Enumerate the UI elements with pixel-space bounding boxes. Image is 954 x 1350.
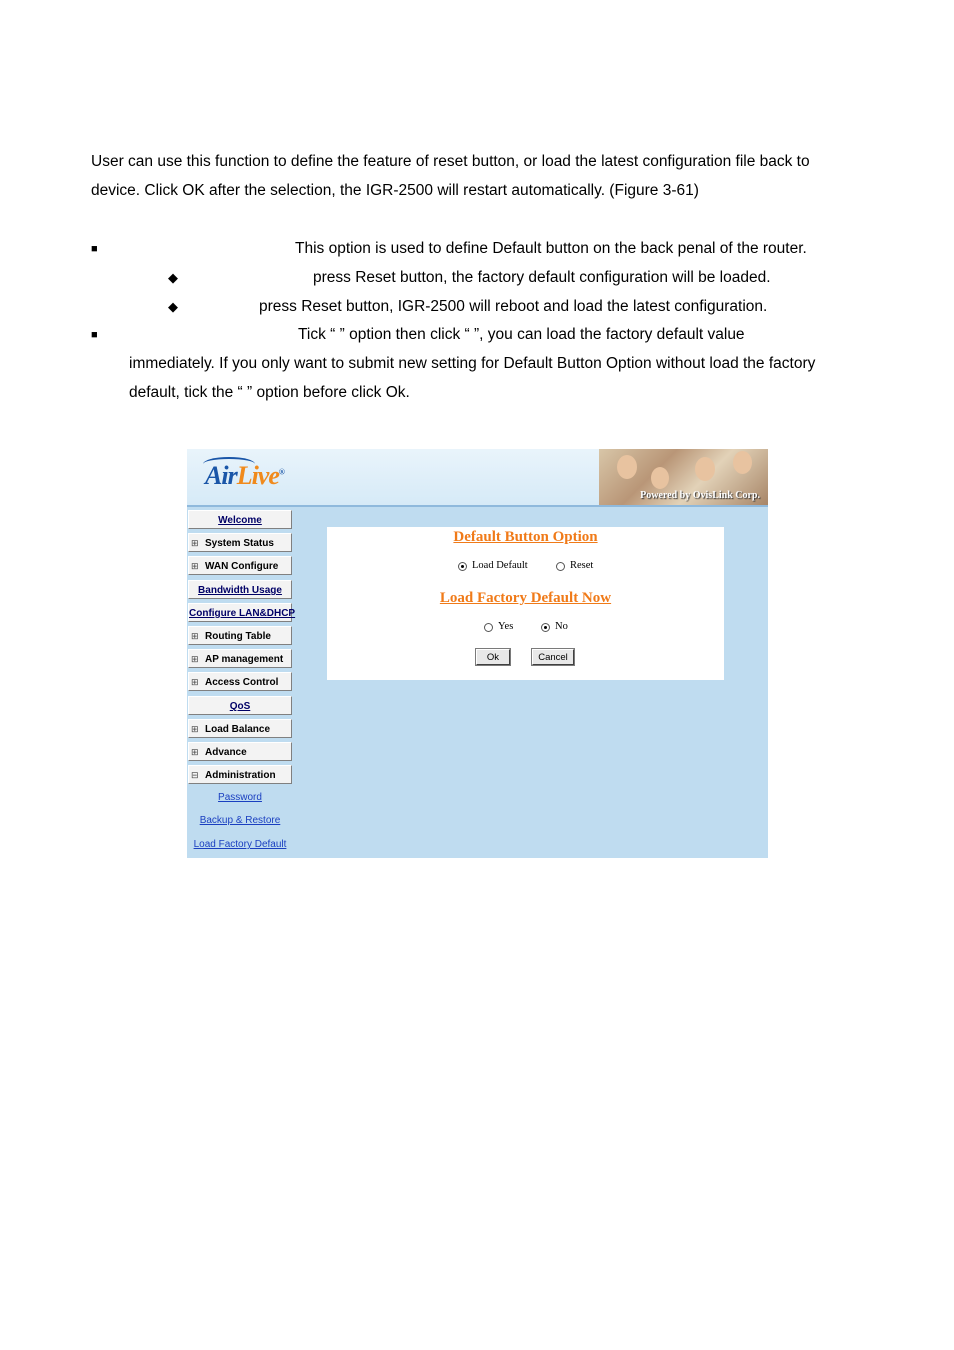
bullet-2-line-2: immediately. If you only want to submit new setting for Default Button Option without load the factory [129,355,816,372]
yes-radio[interactable] [484,623,493,632]
submenu-password-link[interactable]: Password [218,792,262,803]
submenu-backup-restore-link[interactable]: Backup & Restore [199,815,281,826]
no-label: No [555,621,568,632]
bullet-diamond-1: ◆ [168,270,178,285]
person-1-face [617,455,637,479]
submenu-load-factory-default-link[interactable]: Load Factory Default [193,839,287,850]
logo-registered: ® [278,467,284,477]
menu-bandwidth-usage-label: Bandwidth Usage [198,585,282,596]
menu-ap-management[interactable] [188,649,292,668]
person-2-face [651,467,669,489]
yes-label: Yes [498,621,514,632]
menu-configure-lan-dhcp-label: Configure LAN&DHCP [189,608,296,619]
menu-load-balance[interactable] [188,719,292,738]
bullet-square-2: ■ [91,329,98,341]
bullet-2-line-1: Tick “ ” option then click “ ”, you can load the factory default value [298,326,745,343]
menu-system-status-label: System Status [205,538,274,549]
powered-by-text: Powered by OvisLink Corp. [640,490,760,501]
menu-qos[interactable] [188,696,292,715]
bullet-square-1: ■ [91,243,98,255]
menu-routing-table-label: Routing Table [205,631,271,642]
no-radio[interactable] [541,623,550,632]
person-4-face [733,451,752,474]
router-screenshot [187,449,768,858]
menu-welcome-label: Welcome [218,515,262,526]
airlive-logo [205,461,284,491]
load-default-label: Load Default [472,560,528,571]
default-button-option-title: Default Button Option [453,529,598,545]
header-photo [599,449,768,505]
menu-wan-configure[interactable] [188,556,292,575]
menu-load-balance-label: Load Balance [205,724,271,735]
bullet-2-line-3: default, tick the “ ” option before click Ok. [129,384,410,401]
logo-live: Live [236,461,279,490]
logo-air: Air [205,461,237,490]
expand-icon[interactable]: ⊞ [191,677,199,687]
load-factory-default-now-title: Load Factory Default Now [439,590,612,606]
load-default-radio[interactable] [458,562,467,571]
sidebar-menu [187,507,295,858]
intro-line-1: User can use this function to define the feature of reset button, or load the latest configuration file back to [91,153,810,170]
menu-advance[interactable] [188,742,292,761]
expand-icon[interactable]: ⊞ [191,631,199,641]
collapse-icon[interactable]: ⊟ [191,770,199,780]
reset-radio[interactable] [556,562,565,571]
menu-configure-lan-dhcp[interactable] [188,603,296,622]
menu-access-control[interactable] [188,672,292,691]
cancel-button[interactable]: Cancel [532,649,574,665]
menu-advance-label: Advance [205,747,247,758]
menu-routing-table[interactable] [188,626,292,645]
expand-icon[interactable]: ⊞ [191,724,199,734]
header-banner [187,449,768,507]
sub-bullet-1-text: press Reset button, the factory default configuration will be loaded. [313,269,771,286]
expand-icon[interactable]: ⊞ [191,654,199,664]
settings-panel [327,527,724,680]
sub-bullet-2-text: press Reset button, IGR-2500 will reboot and load the latest configuration. [259,298,768,315]
expand-icon[interactable]: ⊞ [191,538,199,548]
bullet-diamond-2: ◆ [168,299,178,314]
menu-bandwidth-usage[interactable] [188,580,292,599]
ok-button[interactable]: Ok [476,649,510,665]
menu-administration[interactable] [188,765,292,784]
menu-system-status[interactable] [188,533,292,552]
menu-ap-management-label: AP management [205,654,284,665]
reset-label: Reset [570,560,594,571]
menu-welcome[interactable] [188,510,292,529]
person-3-face [695,457,715,481]
menu-access-control-label: Access Control [205,677,279,688]
menu-qos-label: QoS [229,701,251,712]
expand-icon[interactable]: ⊞ [191,747,199,757]
menu-wan-configure-label: WAN Configure [205,561,279,572]
intro-line-2: device. Click OK after the selection, the IGR-2500 will restart automatically. (Figure 3-61) [91,182,699,199]
bullet-1-text: This option is used to define Default button on the back penal of the router. [295,240,807,257]
expand-icon[interactable]: ⊞ [191,561,199,571]
menu-administration-label: Administration [205,770,276,781]
